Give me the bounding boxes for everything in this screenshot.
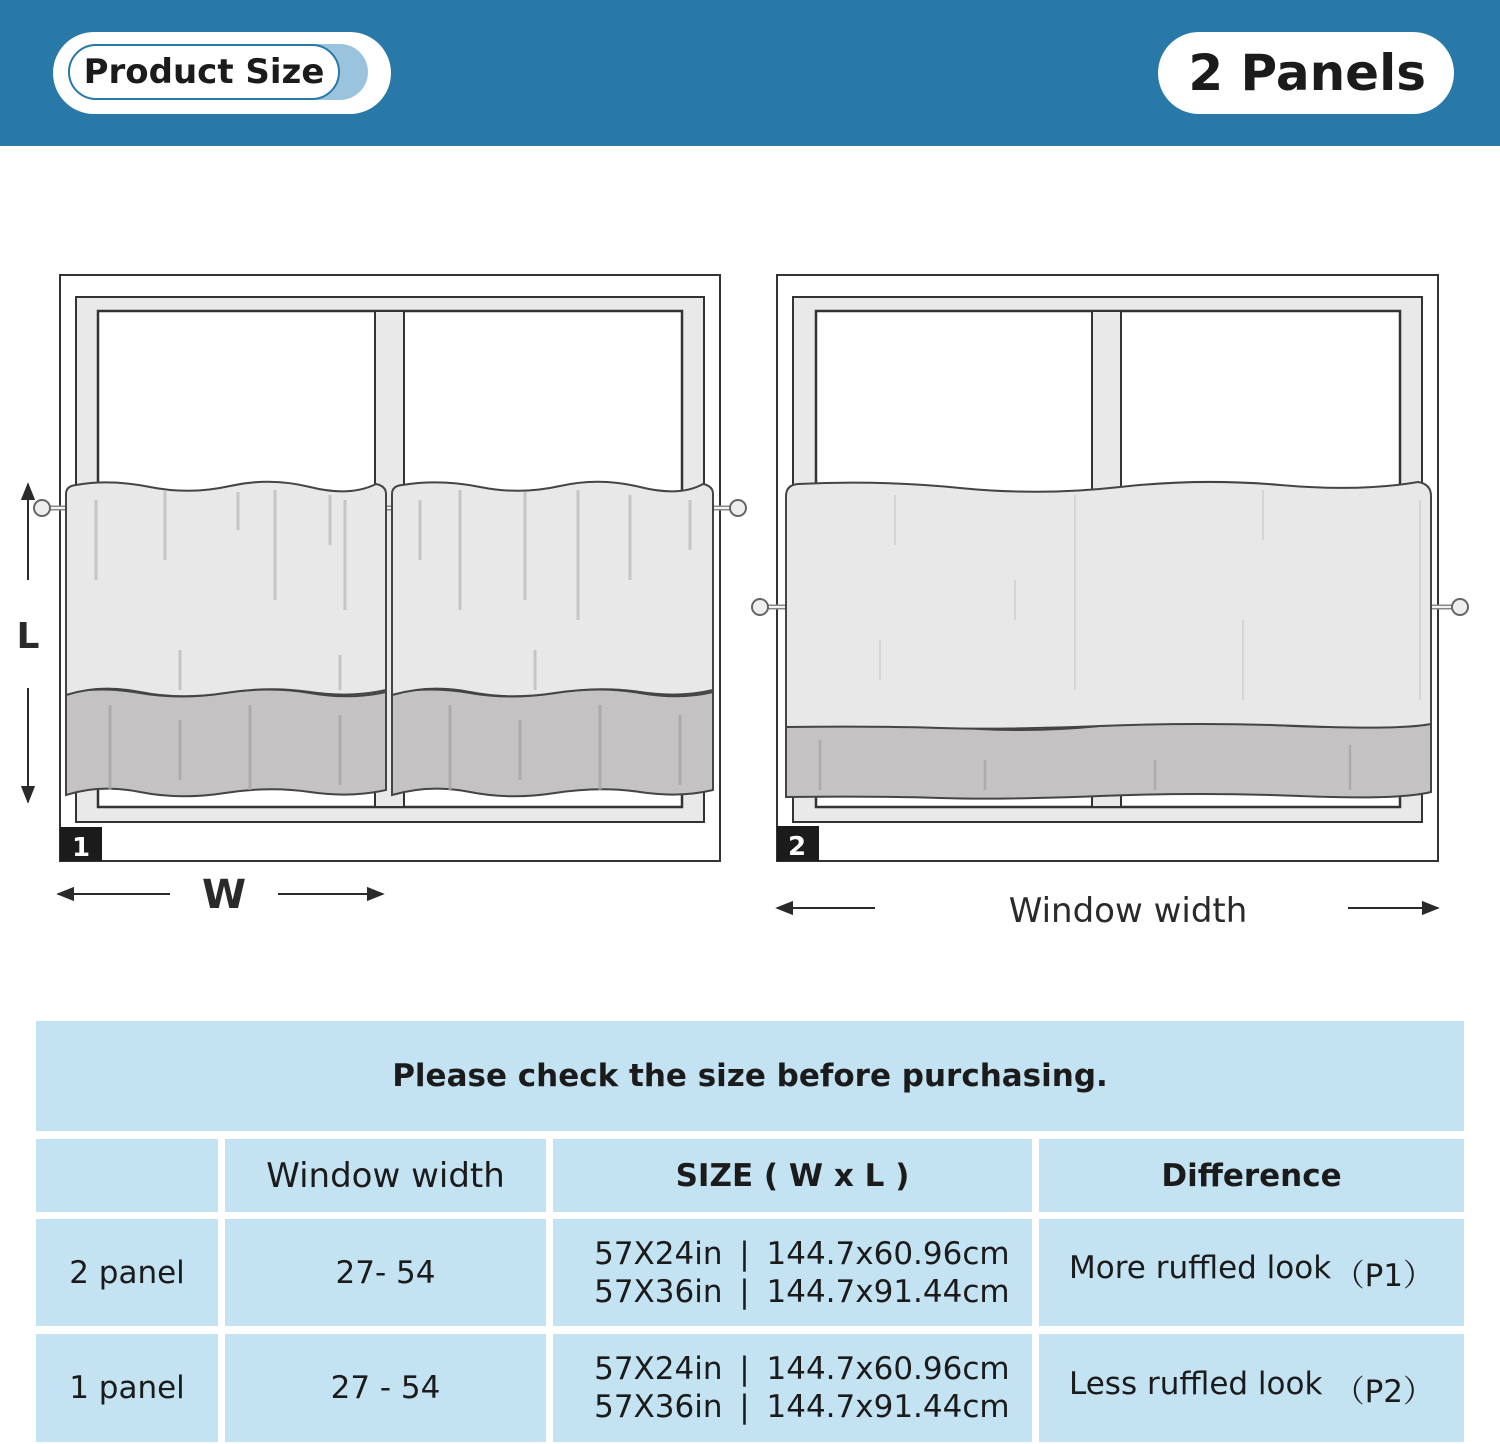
size-line [583,1273,1010,1311]
panels-count-badge: 2 Panels [1158,32,1454,114]
difference-text: Less ruffled look [1069,1365,1323,1402]
row-1-window-width: 27- 54 [225,1219,546,1326]
size-separator: | [739,1389,750,1425]
width-dimension [58,872,383,918]
size-separator: | [739,1273,750,1310]
size-centimeters: 144.7x91.44cm [766,1389,1010,1425]
difference-code: （P1） [1333,1258,1434,1294]
difference-code: （P2） [1333,1373,1434,1410]
window-number-badge-2 [777,826,819,862]
length-label: L [16,616,40,657]
product-size-label: Product Size [68,44,340,100]
size-inches: 57X36in [594,1273,723,1310]
window-number-1: 1 [71,833,91,863]
row-2-sizes [553,1334,1032,1442]
row-2-difference [1039,1334,1464,1442]
window-number-badge-1 [60,827,102,863]
size-centimeters: 144.7x60.96cm [766,1235,1010,1272]
product-size-badge [53,32,391,114]
size-inches: 57X24in [594,1235,723,1272]
row-1-label: 2 panel [36,1219,218,1326]
window-width-label: Window width [1008,891,1248,931]
size-line [583,1388,1010,1426]
row-2-label: 1 panel [36,1334,218,1442]
badge-shadow [68,44,368,100]
header-bar [0,0,1500,146]
header-difference: Difference [1039,1139,1464,1212]
width-label: W [201,872,247,918]
size-inches: 57X24in [594,1351,723,1387]
size-centimeters: 144.7x91.44cm [766,1273,1010,1310]
difference-text: More ruffled look [1069,1250,1332,1286]
length-dimension [17,484,40,802]
header-empty [36,1139,218,1212]
curtain-panel-right [786,482,1431,799]
row-1-sizes [553,1219,1032,1326]
curtain-panel-left-2 [392,482,713,797]
size-separator: | [739,1351,750,1387]
curtain-diagram [0,146,1500,946]
size-line [583,1235,1010,1273]
window-number-2: 2 [787,832,807,862]
curtain-panel-left-1 [66,482,386,797]
size-inches: 57X36in [594,1389,723,1425]
window-width-dimension [777,891,1438,931]
header-window-width: Window width [225,1139,546,1212]
table-title: Please check the size before purchasing. [36,1021,1464,1131]
size-centimeters: 144.7x60.96cm [766,1351,1010,1387]
size-separator: | [739,1235,750,1272]
header-size: SIZE ( W x L ) [553,1139,1032,1212]
size-line [583,1350,1010,1388]
row-2-window-width: 27 - 54 [225,1334,546,1442]
row-1-difference [1039,1219,1464,1326]
